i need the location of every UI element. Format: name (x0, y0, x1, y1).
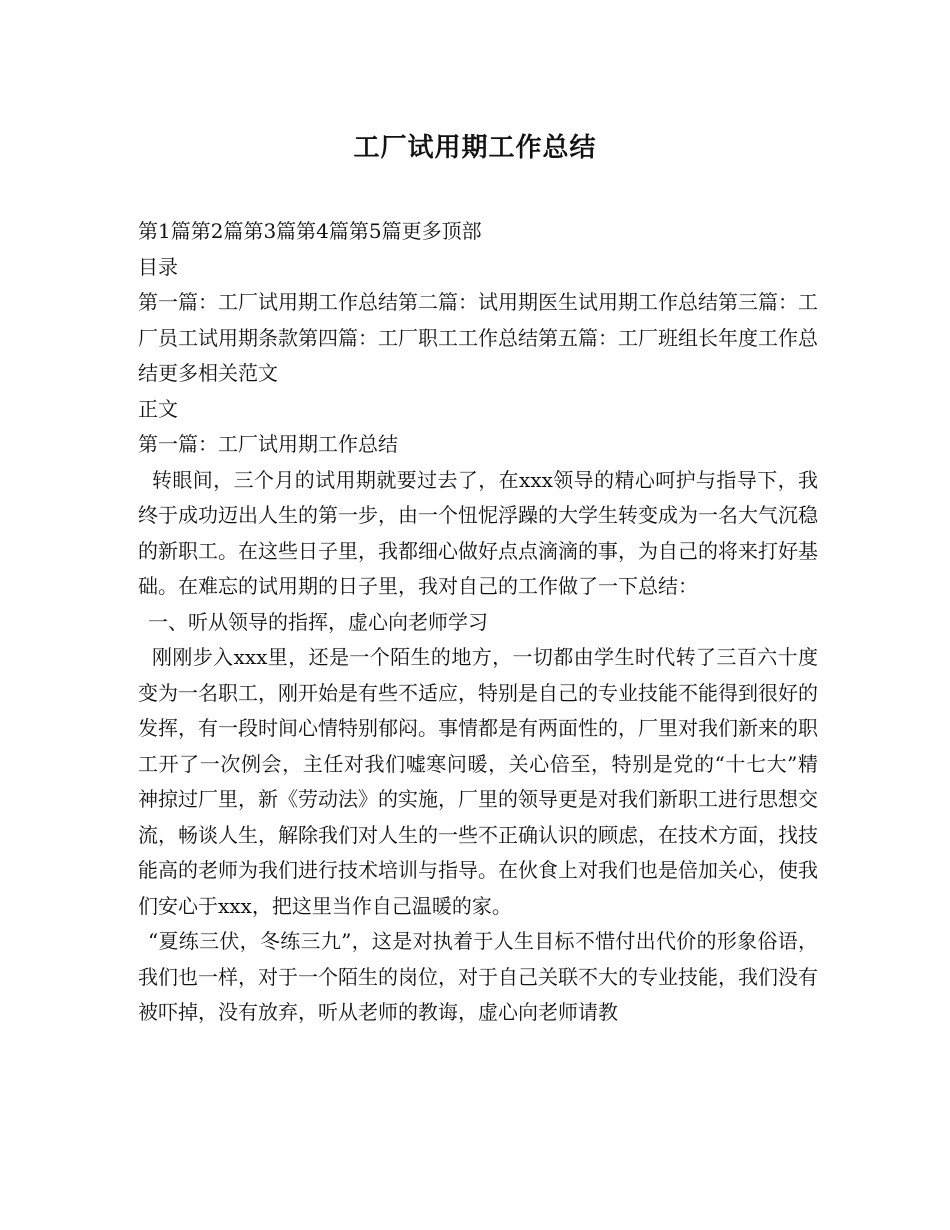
section-title: 第一篇：工厂试用期工作总结 (138, 432, 398, 456)
paragraph-two: “夏练三伏，冬练三九”，这是对执着于人生目标不惜付出代价的形象俗语，我们也一样，对于一个陌生的岗位，对于自己关联不大的专业技能，我们没有被吓掉，没有放弃，听从老师的教诲，虚心向老师请教 (138, 929, 818, 1024)
paragraph-intro: 转眼间，三个月的试用期就要过去了，在xxx领导的精心呵护与指导下，我终于成功迈出人生的第一步，由一个忸怩浮躁的大学生转变成为一名大气沉稳的新职工。在这些日子里，我都细心做好点点滴滴的事，为自己的将来打好基础。在难忘的试用期的日子里，我对自己的工作做了一下总结： (138, 467, 818, 598)
document-body (138, 214, 818, 1031)
toc-text: 第一篇：工厂试用期工作总结第二篇：试用期医生试用期工作总结第三篇：工厂员工试用期条款第四篇：工厂职工工作总结第五篇：工厂班组长年度工作总结更多相关范文 (138, 290, 818, 385)
paragraph-one: 刚刚步入xxx里，还是一个陌生的地方，一切都由学生时代转了三百六十度变为一名职工，刚开始是有些不适应，特别是自己的专业技能不能得到很好的发挥，有一段时间心情特别郁闷。事情都是有两面性的，厂里对我们新来的职工开了一次例会，主任对我们嘘寒问暖，关心倍至，特别是党的“十七大”精神掠过厂里，新《劳动法》的实施，厂里的领导更是对我们新职工进行思想交流，畅谈人生，解除我们对人生的一些不正确认识的顾虑，在技术方面，找技能高的老师为我们进行技术培训与指导。在伙食上对我们也是倍加关心，使我们安心于xxx，把这里当作自己温暖的家。 (138, 645, 818, 918)
subheading-one: 一、听从领导的指挥，虚心向老师学习 (148, 609, 488, 634)
document-title: 工厂试用期工作总结 (353, 133, 597, 163)
toc-heading: 目录 (138, 254, 178, 279)
body-heading: 正文 (138, 396, 178, 421)
nav-line: 第1篇第2篇第3篇第4篇第5篇更多顶部 (138, 219, 482, 243)
